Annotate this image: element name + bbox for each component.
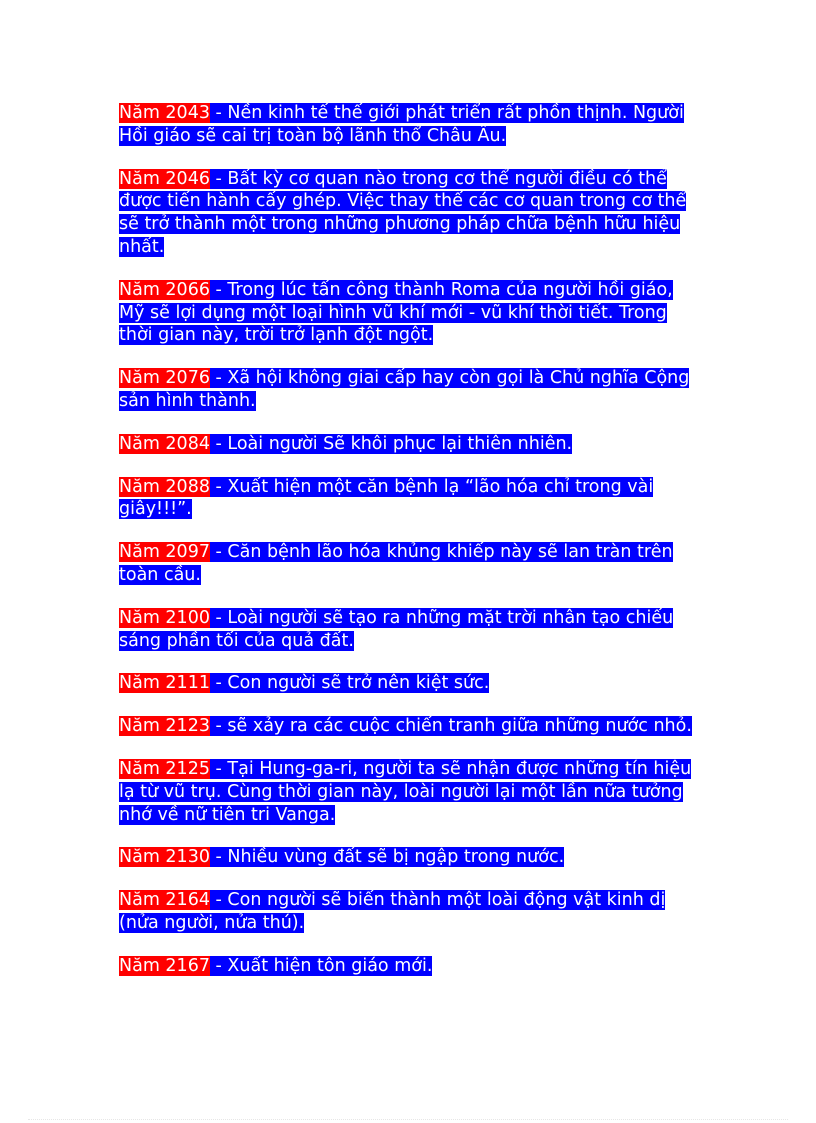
prophecy-entry — [119, 476, 699, 522]
prophecy-entry — [119, 279, 699, 347]
prophecy-entry — [119, 102, 699, 148]
entry-year: Năm 2076 — [119, 368, 210, 389]
entry-text: - Trong lúc tấn công thành Roma của người hồi giáo, Mỹ sẽ lợi dụng một loại hình vũ khí mới - vũ khí thời tiết. Trong thời gian này, trời trở lạnh đột ngột. — [119, 279, 673, 346]
entry-year: Năm 2100 — [119, 607, 210, 628]
entry-text: - Con người sẽ trở nên kiệt sức. — [209, 673, 490, 694]
entry-year: Năm 2167 — [119, 955, 210, 976]
entry-text: - Loài người Sẽ khôi phục lại thiên nhiên. — [209, 433, 573, 454]
entry-year: Năm 2066 — [119, 279, 210, 300]
entry-text: - Xuất hiện tôn giáo mới. — [209, 955, 433, 976]
entry-year: Năm 2111 — [119, 673, 210, 694]
entry-highlight — [119, 542, 673, 585]
entry-highlight — [119, 434, 572, 454]
entry-year: Năm 2130 — [119, 847, 210, 868]
entry-year: Năm 2046 — [119, 168, 210, 189]
entry-highlight — [119, 956, 432, 976]
entry-year: Năm 2097 — [119, 542, 210, 563]
entry-highlight — [119, 280, 673, 346]
document-page — [119, 102, 699, 998]
entry-year: Năm 2164 — [119, 890, 210, 911]
prophecy-entry — [119, 672, 699, 695]
entry-year: Năm 2123 — [119, 716, 210, 737]
prophecy-entry — [119, 433, 699, 456]
prophecy-entry — [119, 846, 699, 869]
entry-highlight — [119, 608, 673, 651]
prophecy-entry — [119, 168, 699, 259]
page-bottom-divider — [28, 1119, 788, 1120]
entry-text: - Loài người sẽ tạo ra những mặt trời nhân tạo chiếu sáng phần tối của quả đất. — [119, 607, 674, 651]
prophecy-entry — [119, 541, 699, 587]
entry-year: Năm 2043 — [119, 103, 210, 123]
prophecy-entry — [119, 607, 699, 653]
entry-text: - Nhiều vùng đất sẽ bị ngập trong nước. — [209, 847, 565, 868]
entry-highlight — [119, 673, 489, 693]
entry-highlight — [119, 890, 665, 933]
entry-highlight — [119, 477, 653, 520]
entry-highlight — [119, 716, 692, 736]
entry-year: Năm 2088 — [119, 476, 210, 497]
entry-highlight — [119, 169, 686, 257]
prophecy-entry — [119, 758, 699, 826]
entry-text: - Tại Hung-ga-ri, người ta sẽ nhận được những tín hiệu lạ từ vũ trụ. Cùng thời gian này, loài người lại một lần nữa tưởng nhớ về nữ tiên tri Vanga. — [119, 758, 692, 825]
entry-highlight — [119, 847, 564, 867]
entry-text: - Căn bệnh lão hóa khủng khiếp này sẽ lan tràn trên toàn cầu. — [119, 542, 673, 585]
entry-text: - Con người sẽ biến thành một loài động vật kinh dị (nửa người, nửa thú). — [119, 890, 666, 933]
prophecy-entry — [119, 955, 699, 978]
prophecy-entry — [119, 715, 699, 738]
entry-text: - Xuất hiện một căn bệnh lạ “lão hóa chỉ trong vài giây!!!”. — [119, 476, 654, 520]
entry-highlight — [119, 103, 684, 146]
entry-highlight — [119, 759, 691, 825]
entry-year: Năm 2125 — [119, 758, 210, 779]
entry-text: - Xã hội không giai cấp hay còn gọi là Chủ nghĩa Cộng sản hình thành. — [119, 368, 690, 411]
entry-year: Năm 2084 — [119, 433, 210, 454]
entry-text: - sẽ xảy ra các cuộc chiến tranh giữa những nước nhỏ. — [209, 716, 692, 737]
prophecy-entry — [119, 367, 699, 413]
entry-text: - Bất kỳ cơ quan nào trong cơ thể người điều có thể được tiến hành cấy ghép. Việc thay thế các cơ quan trong cơ thể sẽ trở thành một trong những phương pháp chữa bệnh hữu hiệu nhất. — [119, 168, 687, 257]
prophecy-entry — [119, 889, 699, 935]
entry-text: - Nền kinh tế thế giới phát triển rất phồn thịnh. Người Hồi giáo sẽ cai trị toàn bộ lãnh thổ Châu Âu. — [119, 103, 684, 146]
entry-highlight — [119, 368, 689, 411]
